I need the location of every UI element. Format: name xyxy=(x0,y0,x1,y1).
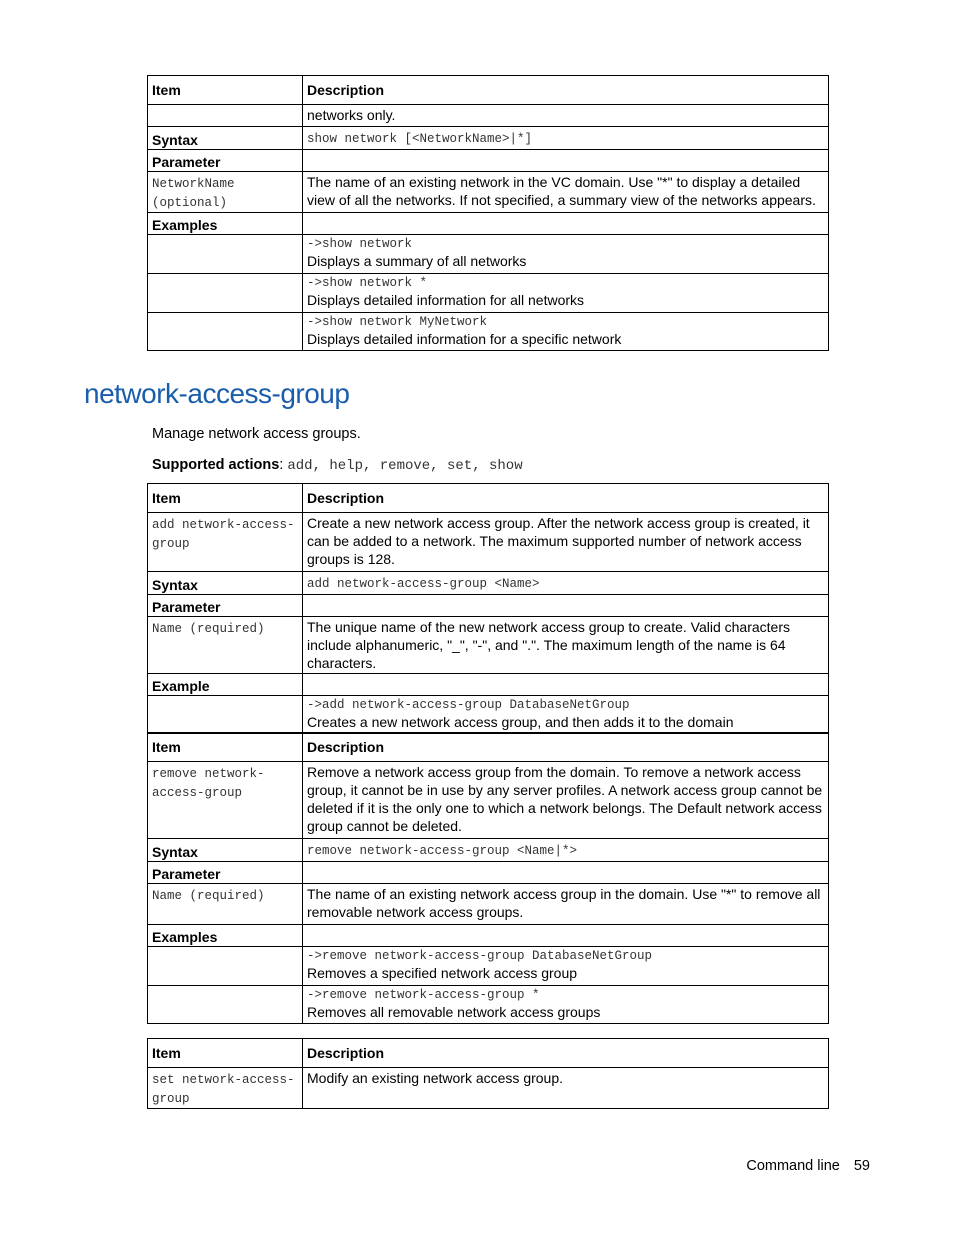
continuation-text: networks only. xyxy=(303,105,829,127)
footer-section: Command line xyxy=(746,1158,840,1174)
section-title: network-access-group xyxy=(84,378,350,409)
syntax-label: Syntax xyxy=(148,127,303,150)
parameter-name: Name (required) xyxy=(152,622,265,636)
add-network-access-group-table xyxy=(147,483,829,734)
syntax-value: add network-access-group <Name> xyxy=(307,577,540,591)
command-name: set network-access-group xyxy=(152,1073,295,1106)
syntax-value: remove network-access-group <Name|*> xyxy=(307,844,578,858)
command-description: Modify an existing network access group. xyxy=(303,1068,829,1109)
parameter-label: Parameter xyxy=(148,595,303,617)
example-label: Example xyxy=(148,674,303,696)
supported-actions-list: add, help, remove, set, show xyxy=(287,458,523,474)
header-item: Item xyxy=(148,1039,303,1068)
example-description: Displays detailed information for a specific network xyxy=(307,331,622,347)
header-description: Description xyxy=(303,484,829,513)
syntax-label: Syntax xyxy=(148,839,303,862)
syntax-value: show network [<NetworkName>|*] xyxy=(307,132,533,146)
parameter-description: The name of an existing network in the VC domain. Use "*" to display a detailed view of all the networks. If not specified, a summary view of the networks appears. xyxy=(303,172,829,213)
example-command: ->add network-access-group DatabaseNetGroup xyxy=(307,698,630,712)
example-command: ->show network xyxy=(307,237,413,251)
example-description: Creates a new network access group, and then adds it to the domain xyxy=(307,714,734,730)
header-description: Description xyxy=(303,1039,829,1068)
remove-network-access-group-table xyxy=(147,732,829,1024)
example-description: Removes a specified network access group xyxy=(307,965,578,981)
command-name: remove network-access-group xyxy=(152,767,265,800)
examples-label: Examples xyxy=(148,213,303,235)
parameter-description: The unique name of the new network access group to create. Valid characters include alphanumeric, "_", "-", and ".". The maximum length of the name is 64 characters. xyxy=(303,617,829,674)
header-description: Description xyxy=(303,76,829,105)
header-item: Item xyxy=(148,733,303,762)
example-command: ->show network MyNetwork xyxy=(307,315,488,329)
command-description: Create a new network access group. After the network access group is created, it can be added to a network. The maximum supported number of network access groups is 128. xyxy=(303,513,829,572)
example-command: ->show network * xyxy=(307,276,428,290)
parameter-label: Parameter xyxy=(148,862,303,884)
supported-actions-label: Supported actions xyxy=(152,457,280,473)
page-footer xyxy=(746,1158,870,1174)
example-command: ->remove network-access-group DatabaseNetGroup xyxy=(307,949,653,963)
set-network-access-group-table xyxy=(147,1038,829,1109)
section-intro: Manage network access groups. xyxy=(152,426,361,442)
supported-actions: Supported actions: add, help, remove, set, show xyxy=(152,457,523,474)
syntax-label: Syntax xyxy=(148,572,303,595)
command-description: Remove a network access group from the domain. To remove a network access group, it cannot be in use by any server profiles. A network access group cannot be deleted if it is the only one to which a network belongs. The Default network access group cannot be deleted. xyxy=(303,762,829,839)
example-description: Removes all removable network access groups xyxy=(307,1004,601,1020)
show-network-table xyxy=(147,75,829,351)
example-description: Displays a summary of all networks xyxy=(307,253,527,269)
header-item: Item xyxy=(148,484,303,513)
header-item: Item xyxy=(148,76,303,105)
page-number: 59 xyxy=(853,1158,870,1174)
parameter-name: Name (required) xyxy=(152,889,265,903)
command-name: add network-access-group xyxy=(152,518,295,551)
parameter-label: Parameter xyxy=(148,150,303,172)
parameter-name: NetworkName (optional) xyxy=(152,177,235,210)
examples-label: Examples xyxy=(148,925,303,947)
header-description: Description xyxy=(303,733,829,762)
parameter-description: The name of an existing network access group in the domain. Use "*" to remove all removable network access groups. xyxy=(303,884,829,925)
example-description: Displays detailed information for all networks xyxy=(307,292,585,308)
example-command: ->remove network-access-group * xyxy=(307,988,540,1002)
